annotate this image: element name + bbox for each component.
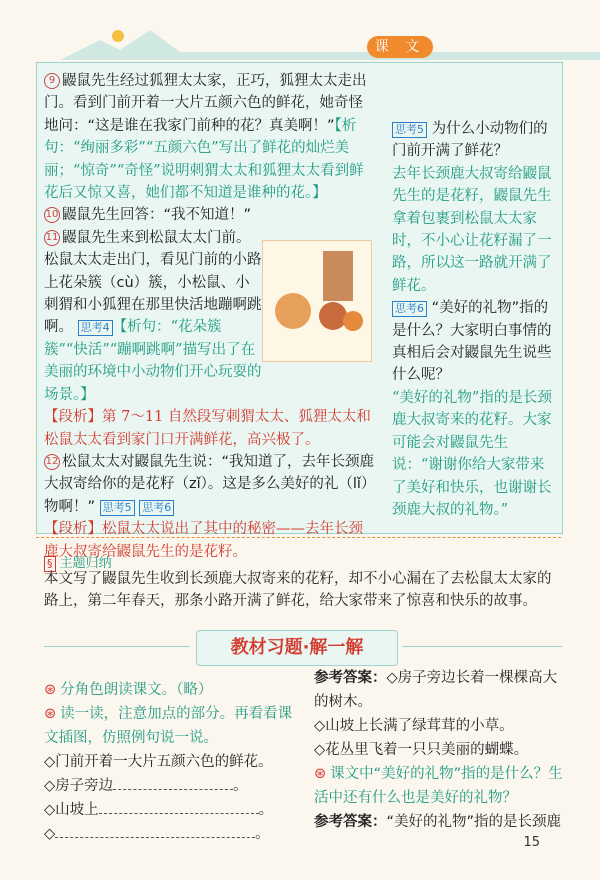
think-tag[interactable]: 思考6 <box>139 500 174 516</box>
think5-answer: 去年长颈鹿大叔寄给鼹鼠先生的是花籽，鼹鼠先生拿着包裹到松鼠太太家时，不小心让花籽漏了一路，所以这一路就开满了鲜花。 <box>392 165 552 294</box>
answer-label: 参考答案： <box>314 814 387 830</box>
answer-text: ◇房子旁边长着一棵棵高大的树木。 <box>314 670 558 710</box>
paragraph-11 <box>44 227 262 406</box>
paragraph-number: 11 <box>44 230 60 246</box>
theme-text <box>44 568 564 613</box>
exercise-example: ◇门前开着一大片五颜六色的鲜花。 <box>44 754 273 770</box>
think-tag[interactable]: 思考5 <box>100 500 135 516</box>
exercise-right-column <box>314 666 566 834</box>
paragraph-text: 松鼠太太对鼹鼠先生说：“我知道了，去年长颈鹿大叔寄给你的是花籽（zǐ）。这是多么美好的礼（lǐ）物啊！” <box>44 453 375 515</box>
paragraph-text: 鼹鼠先生经过狐狸太太家，正巧，狐狸太太走出门。看到门前开着一大片五颜六色的鲜花，她奇怪地问：“这是谁在我家门前种的花？真美啊！” <box>44 73 367 134</box>
paragraph-number: 9 <box>44 73 60 89</box>
thinking-column <box>392 118 554 521</box>
theme-icon: § <box>44 556 56 572</box>
answer-blank[interactable] <box>113 775 233 790</box>
think5-question: 为什么小动物们的门前开满了鲜花？ <box>392 121 548 160</box>
exercise-q3-text: 课文中“美好的礼物”指的是什么？生活中还有什么也是美好的礼物？ <box>314 766 563 806</box>
theme-summary: 本文写了鼹鼠先生收到长颈鹿大叔寄来的花籽，却不小心漏在了去松鼠太太家的路上，第二年春天，那条小路开满了鲜花，给大家带来了惊喜和快乐的故事。 <box>44 571 552 610</box>
answer-text: “美好的礼物”指的是长颈鹿 <box>386 814 562 830</box>
answer-blank[interactable] <box>55 823 255 838</box>
answer-blank[interactable] <box>99 799 259 814</box>
exercise-banner: 教材习题·解一解 <box>196 630 398 666</box>
section-analysis-label: 【段析】 <box>44 409 102 426</box>
section-analysis-1 <box>44 406 374 451</box>
paragraph-12 <box>44 451 374 518</box>
analysis-label: 【析句： <box>44 117 357 157</box>
think6-answer: “美好的礼物”指的是长颈鹿大叔寄来的花籽。大家可能会对鼹鼠先生说：“谢谢你给大家带来了美好和快乐，也谢谢长颈鹿大叔的礼物。” <box>392 389 552 518</box>
blank-prompt: ◇ <box>44 826 56 842</box>
section-analysis-text: 松鼠太太说出了其中的秘密——去年长颈鹿大叔寄给鼹鼠先生的是花籽。 <box>44 521 363 560</box>
paragraph-10 <box>44 204 374 226</box>
mountain-decoration <box>0 0 600 66</box>
think-tag: 思考5 <box>392 122 427 138</box>
exercise-q1-text: 分角色朗读课文。（略） <box>60 682 213 698</box>
bullet-icon: ⊛ <box>44 706 57 722</box>
exercise-blank-2: ◇山坡上 。 <box>44 798 304 822</box>
page-header <box>0 0 600 66</box>
exercise-q2-text: 读一读，注意加点的部分。再看看课文插图，仿照例句说一说。 <box>44 706 293 746</box>
think5-block <box>392 118 554 163</box>
blank-prompt: ◇房子旁边 <box>44 778 114 794</box>
analysis-label: 【析句： <box>112 319 171 336</box>
paragraph-text: 鼹鼠先生来到松鼠太太门前。松鼠太太走出门，看见门前的小路上花朵簇（cù）簇，小松鼠、小刺猬和小狐狸在那里快活地蹦啊跳啊。 <box>44 229 262 336</box>
exercise-left-column <box>44 678 304 846</box>
blank-prompt: ◇山坡上 <box>44 802 99 818</box>
answer-block-2 <box>314 810 566 834</box>
banner-line-right <box>402 646 562 647</box>
page-number: 15 <box>523 835 540 850</box>
paragraph-number: 10 <box>44 207 60 223</box>
think-tag[interactable]: 思考4 <box>78 320 113 336</box>
story-illustration <box>262 240 372 362</box>
answer-label: 参考答案： <box>314 670 387 686</box>
think6-question: “美好的礼物”指的是什么？大家明白事情的真相后会对鼹鼠先生说些什么呢？ <box>392 300 552 384</box>
answer-line-2: ◇山坡上长满了绿茸茸的小草。 <box>314 718 514 734</box>
answer-line-3: ◇花丛里飞着一只只美丽的蝴蝶。 <box>314 742 529 758</box>
lesson-tab: 课 文 <box>367 36 433 58</box>
exercise-q3 <box>314 762 566 810</box>
exercise-q2 <box>44 702 304 750</box>
think6-block <box>392 297 554 387</box>
exercise-blank-3: ◇ 。 <box>44 822 304 846</box>
bullet-icon: ⊛ <box>44 682 57 698</box>
think-tag: 思考6 <box>392 301 427 317</box>
divider <box>36 537 561 538</box>
animals-illustration <box>263 241 371 361</box>
analysis-text: “花朵簇簇”“快活”“蹦啊跳啊”描写出了在美丽的环境中小动物们开心玩耍的场景。】 <box>44 319 262 403</box>
answer-block-1 <box>314 666 566 714</box>
paragraph-9 <box>44 70 374 204</box>
paragraph-text: 鼹鼠先生回答：“我不知道！” <box>62 207 252 224</box>
section-analysis-label: 【段析】 <box>44 521 102 538</box>
exercise-q1 <box>44 678 304 702</box>
section-analysis-text: 第 7～11 自然段写刺猬太太、狐狸太太和松鼠太太看到家门口开满鲜花，高兴极了。 <box>44 409 371 448</box>
banner-line-left <box>44 646 190 647</box>
theme-label: 主题归纳 <box>59 556 112 571</box>
paragraph-number: 12 <box>44 454 60 470</box>
bullet-icon: ⊛ <box>314 766 327 782</box>
exercise-blank-1: ◇房子旁边 。 <box>44 774 304 798</box>
analysis-text: “绚丽多彩”“五颜六色”写出了鲜花的灿烂美丽；“惊奇”“奇怪”说明刺猬太太和狐狸太太看到鲜花后又惊又喜，她们都不知道是谁种的花。】 <box>44 140 364 202</box>
